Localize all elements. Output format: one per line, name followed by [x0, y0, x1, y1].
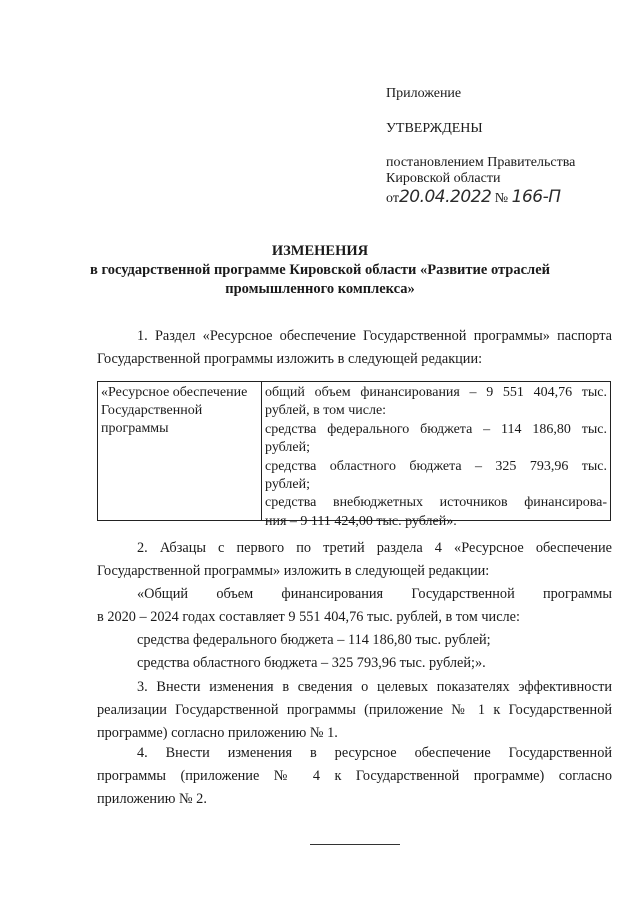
decree-line-1: постановлением Правительства	[386, 155, 576, 170]
table-content-line: ния – 9 111 424,00 тыс. рублей».	[265, 513, 457, 529]
paragraph-line: 1. Раздел «Ресурсное обеспечение Государственной программы» паспорта	[137, 328, 612, 344]
paragraph-item-3	[97, 676, 612, 745]
decree-date-number	[386, 187, 561, 207]
table-content-cell	[262, 382, 610, 529]
document-title: ИЗМЕНЕНИЯ	[271, 243, 369, 259]
appendix-label: Приложение	[386, 86, 462, 101]
paragraph-line: 3. Внести изменения в сведения о целевых показателях эффективности	[137, 679, 612, 695]
closing-rule	[310, 844, 400, 845]
paragraph-line: Государственной программы» изложить в следующей редакции:	[97, 563, 490, 579]
number-prefix: №	[494, 191, 509, 206]
paragraph-line: реализации Государственной программы (приложение № 1 к Государственной	[97, 702, 612, 718]
table-content-line: средства областного бюджета – 325 793,96 тыс.	[265, 458, 607, 474]
paragraph-line: 4. Внести изменения в ресурсное обеспечение Государственной	[137, 745, 612, 761]
paragraph-line: в 2020 – 2024 годах составляет 9 551 404,76 тыс. рублей, в том числе:	[97, 609, 520, 625]
paragraph-line: средства федерального бюджета – 114 186,80 тыс. рублей;	[137, 632, 491, 648]
table-label-cell	[98, 382, 262, 520]
paragraph-line: 2. Абзацы с первого по третий раздела 4 «Ресурсное обеспечение	[137, 540, 612, 556]
table-content-line: общий объем финансирования – 9 551 404,76 тыс.	[265, 385, 607, 400]
table-label-line: программы	[101, 421, 169, 436]
paragraph-item-1	[97, 325, 612, 371]
table-content-line: средства федерального бюджета – 114 186,80 тыс.	[265, 421, 607, 437]
paragraph-line: программе) согласно приложению № 1.	[97, 725, 338, 741]
paragraph-line: «Общий объем финансирования Государственной программы	[137, 586, 612, 602]
resource-table	[97, 381, 611, 529]
date-prefix: от	[386, 191, 399, 206]
table-content-line: рублей;	[265, 440, 310, 456]
paragraph-line: Государственной программы изложить в следующей редакции:	[97, 351, 483, 367]
paragraph-line: приложению № 2.	[97, 791, 207, 807]
table-content-line: средства внебюджетных источников финансирова-	[265, 495, 607, 511]
paragraph-line: средства областного бюджета – 325 793,96 тыс. рублей;».	[137, 655, 486, 671]
handwritten-number: 166-П	[511, 187, 561, 207]
handwritten-date: 20.04.2022	[398, 187, 492, 207]
paragraph-line: программы (приложение № 4 к Государственной программе) согласно	[97, 768, 612, 784]
decree-line-2: Кировской области	[386, 171, 501, 186]
paragraph-item-2	[97, 537, 612, 675]
approved-label: УТВЕРЖДЕНЫ	[386, 121, 483, 136]
paragraph-item-4	[97, 742, 612, 811]
table-label-line: Государственной	[101, 403, 203, 418]
document-subtitle-line-2: промышленного комплекса»	[225, 281, 415, 297]
table-content-line: рублей, в том числе:	[265, 403, 387, 419]
table-label-line: «Ресурсное обеспечение	[101, 385, 248, 400]
document-subtitle-line-1: в государственной программе Кировской области «Развитие отраслей	[90, 262, 550, 278]
table-content-line: рублей;	[265, 476, 310, 492]
